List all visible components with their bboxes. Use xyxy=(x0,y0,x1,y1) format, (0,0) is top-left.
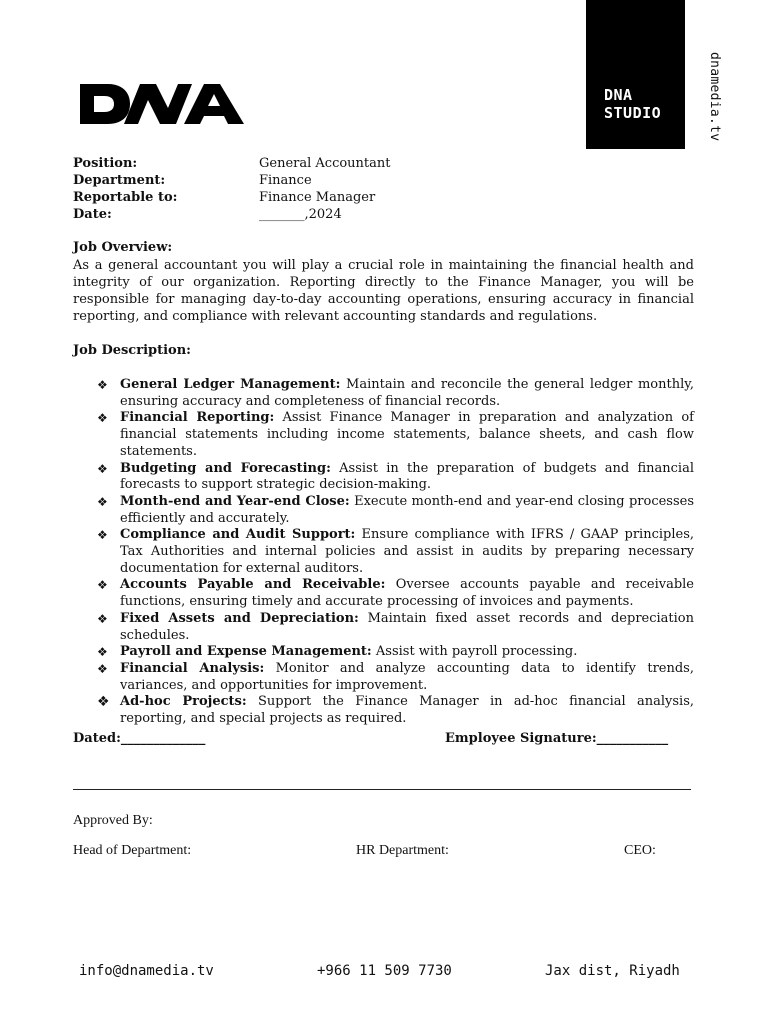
job-meta xyxy=(73,155,393,223)
hr-department-label: HR Department: xyxy=(356,843,449,858)
diamond-bullet-icon: ❖ xyxy=(97,578,108,593)
duty-item xyxy=(97,410,694,460)
diamond-bullet-icon: ❖ xyxy=(97,461,108,476)
diamond-bullet-icon: ❖ xyxy=(97,494,108,509)
duty-text: Support the Finance Manager in ad-hoc financial analysis, reporting, and special projects as required. xyxy=(120,694,694,727)
footer-address: Jax dist, Riyadh xyxy=(545,963,680,979)
diamond-bullet-icon: ❖ xyxy=(97,661,108,676)
duty-heading: Compliance and Audit Support: xyxy=(120,527,356,543)
duty-item xyxy=(97,377,694,410)
meta-value: Finance xyxy=(259,173,312,188)
duty-text: Assist Finance Manager in preparation and analyzation of financial statements including income statements, balance sheets, and cash flow statements. xyxy=(120,410,694,459)
duty-item xyxy=(97,661,694,694)
studio-badge-line-2: STUDIO xyxy=(604,104,662,122)
meta-label: Date: xyxy=(73,207,112,222)
diamond-bullet-icon: ❖ xyxy=(97,528,108,543)
website-vertical: dnamedia.tv xyxy=(707,52,722,142)
duty-heading: Ad-hoc Projects: xyxy=(120,694,247,710)
duty-text: Maintain fixed asset records and depreciation schedules. xyxy=(120,610,694,643)
duty-item xyxy=(97,527,694,577)
duty-heading: Payroll and Expense Management: xyxy=(120,644,372,660)
duty-text: Ensure compliance with IFRS / GAAP principles, Tax Authorities and internal policies and assist in audits by preparing necessary documentation for external auditors. xyxy=(120,527,694,576)
diamond-bullet-icon: ❖ xyxy=(97,411,108,426)
diamond-bullet-icon: ❖ xyxy=(97,694,110,711)
meta-label: Position: xyxy=(73,156,138,171)
studio-badge-text xyxy=(604,86,661,122)
head-of-department-label: Head of Department: xyxy=(73,843,192,858)
duty-item xyxy=(97,611,694,644)
duty-heading: Accounts Payable and Receivable: xyxy=(120,577,386,593)
job-description-title: Job Description: xyxy=(73,343,191,358)
diamond-bullet-icon: ❖ xyxy=(97,645,108,660)
meta-value: General Accountant xyxy=(259,156,391,171)
duty-heading: Financial Reporting: xyxy=(120,410,275,426)
meta-row-date xyxy=(73,206,393,223)
footer-email[interactable]: info@dnamedia.tv xyxy=(79,963,214,979)
duty-text: Monitor and analyze accounting data to identify trends, variances, and opportunities for improvement. xyxy=(120,660,694,693)
dna-logo xyxy=(80,82,244,126)
studio-badge xyxy=(586,0,685,149)
duty-text: Oversee accounts payable and receivable functions, ensuring timely and accurate processing of invoices and payments. xyxy=(120,577,694,610)
duty-text: Execute month-end and year-end closing processes efficiently and accurately. xyxy=(120,493,694,526)
meta-row-reportable xyxy=(73,189,393,206)
meta-value: Finance Manager xyxy=(259,190,376,205)
duty-item xyxy=(97,694,694,727)
duty-item xyxy=(97,577,694,610)
dated-field: Dated:_____________ xyxy=(73,731,206,746)
job-overview-text: As a general accountant you will play a crucial role in maintaining the financial health and integrity of our organization. Reporting directly to the Finance Manager, you will be responsible for managing day-to-day accounting operations, ensuring accuracy in financial reporting, and compliance with relevant accounting standards and regulations. xyxy=(73,258,694,324)
meta-label: Reportable to: xyxy=(73,190,178,205)
meta-value: _______,2024 xyxy=(259,207,342,222)
duty-heading: Fixed Assets and Depreciation: xyxy=(120,610,359,626)
duty-text: Assist with payroll processing. xyxy=(375,644,578,660)
duty-item xyxy=(97,494,694,527)
divider xyxy=(73,789,691,790)
duty-heading: Financial Analysis: xyxy=(120,660,265,676)
duty-heading: Month-end and Year-end Close: xyxy=(120,493,350,509)
meta-row-position xyxy=(73,155,393,172)
duties-list xyxy=(97,377,694,728)
duty-text: Maintain and reconcile the general ledger monthly, ensuring accuracy and completeness of financial records. xyxy=(120,377,694,409)
job-overview-title: Job Overview: xyxy=(73,240,173,255)
employee-signature-field: Employee Signature:___________ xyxy=(445,731,669,746)
duty-heading: General Ledger Management: xyxy=(120,377,341,392)
duty-item xyxy=(97,461,694,494)
meta-label: Department: xyxy=(73,173,166,188)
duty-item xyxy=(97,644,694,661)
approved-by-label: Approved By: xyxy=(73,813,153,828)
diamond-bullet-icon: ❖ xyxy=(97,611,108,626)
footer-phone[interactable]: +966 11 509 7730 xyxy=(317,963,452,979)
diamond-bullet-icon: ❖ xyxy=(97,378,108,392)
duty-text: Assist in the preparation of budgets and financial forecasts to support strategic decision-making. xyxy=(120,460,694,493)
meta-row-department xyxy=(73,172,393,189)
ceo-label: CEO: xyxy=(624,843,656,858)
studio-badge-line-1: DNA xyxy=(604,86,633,104)
duty-heading: Budgeting and Forecasting: xyxy=(120,460,331,476)
